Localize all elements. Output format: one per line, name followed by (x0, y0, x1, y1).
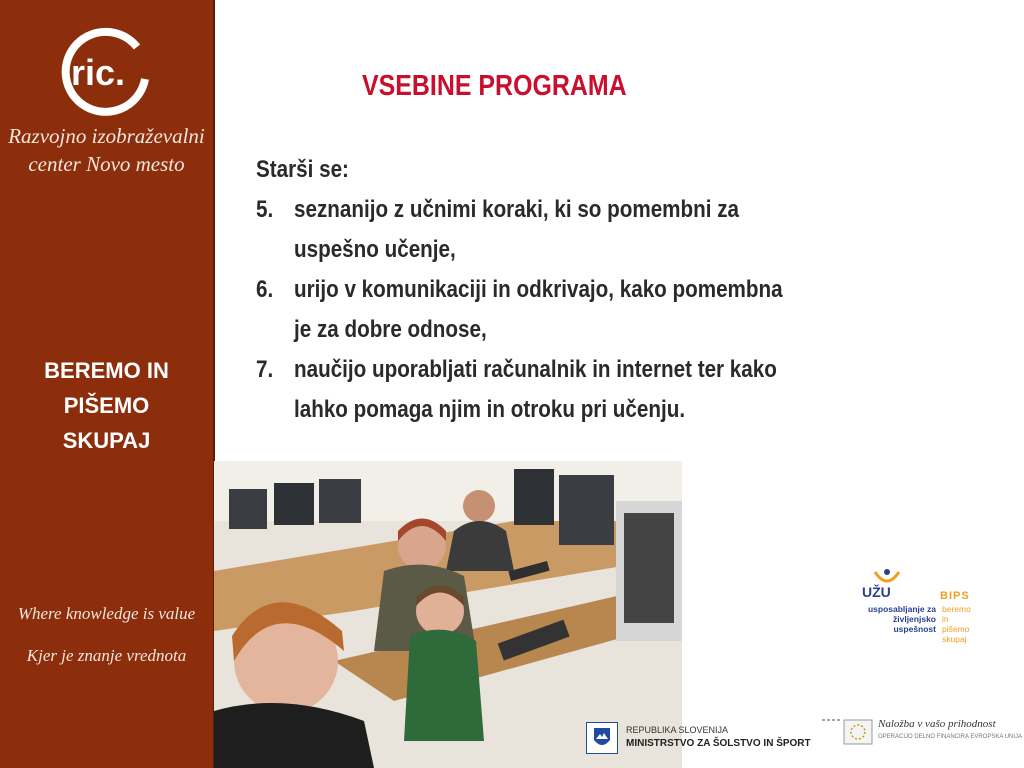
item-line: seznanijo z učnimi koraki, ki so pomembni za (294, 196, 740, 223)
list-item (256, 350, 976, 430)
program-line-1: BEREMO IN (44, 358, 169, 383)
program-line-2: PIŠEMO (63, 393, 150, 418)
item-number: 7. (256, 356, 274, 383)
ric-logo (55, 27, 159, 117)
ministry-line-1: REPUBLIKA SLOVENIJA (626, 725, 729, 735)
item-number: 5. (256, 196, 274, 223)
item-line: lahko pomaga njim in otroku pri učenju. (294, 396, 686, 423)
program-line-3: SKUPAJ (62, 428, 151, 453)
uzu-left-text: usposabljanje za življenjsko uspešnost (867, 604, 936, 634)
motto-english: Where knowledge is value (17, 604, 196, 623)
program-name (0, 353, 213, 458)
item-number: 6. (256, 276, 274, 303)
uzu-right-text: beremo in pišemo skupaj (942, 604, 971, 644)
uzu-brand: UŽU (862, 584, 891, 600)
organization-name (0, 122, 213, 178)
eu-funding-note: OPERACIJO DELNO FINANCIRA EVROPSKA UNIJA (878, 734, 1023, 740)
org-line-1: Razvojno izobraževalni (8, 124, 205, 148)
list-item (256, 270, 976, 350)
item-line: urijo v komunikaciji in odkrivajo, kako pomembna (294, 276, 783, 303)
item-line: naučijo uporabljati računalnik in internet ter kako (294, 356, 777, 383)
item-line: uspešno učenje, (294, 236, 456, 263)
list-item (256, 190, 976, 270)
uzu-bips-logo (862, 566, 982, 646)
ministry-logo (586, 722, 816, 754)
eu-logo (820, 712, 1023, 762)
eu-flag-icon (820, 714, 874, 750)
motto-slovene: Kjer je znanje vrednota (26, 646, 187, 665)
slide-title: VSEBINE PROGRAMA (362, 70, 627, 102)
slovenia-coat-of-arms-icon (586, 722, 618, 754)
org-line-2: center Novo mesto (28, 152, 185, 176)
eu-slogan: Naložba v vašo prihodnost (878, 718, 996, 730)
item-line: je za dobre odnose, (294, 316, 487, 343)
ministry-line-2: MINISTRSTVO ZA ŠOLSTVO IN ŠPORT (626, 738, 811, 749)
bips-label: BIPS (940, 590, 970, 602)
logo-text: ric. (71, 52, 126, 93)
lead-line: Starši se: (256, 156, 349, 183)
slide-body (256, 150, 976, 430)
sidebar (0, 0, 215, 768)
